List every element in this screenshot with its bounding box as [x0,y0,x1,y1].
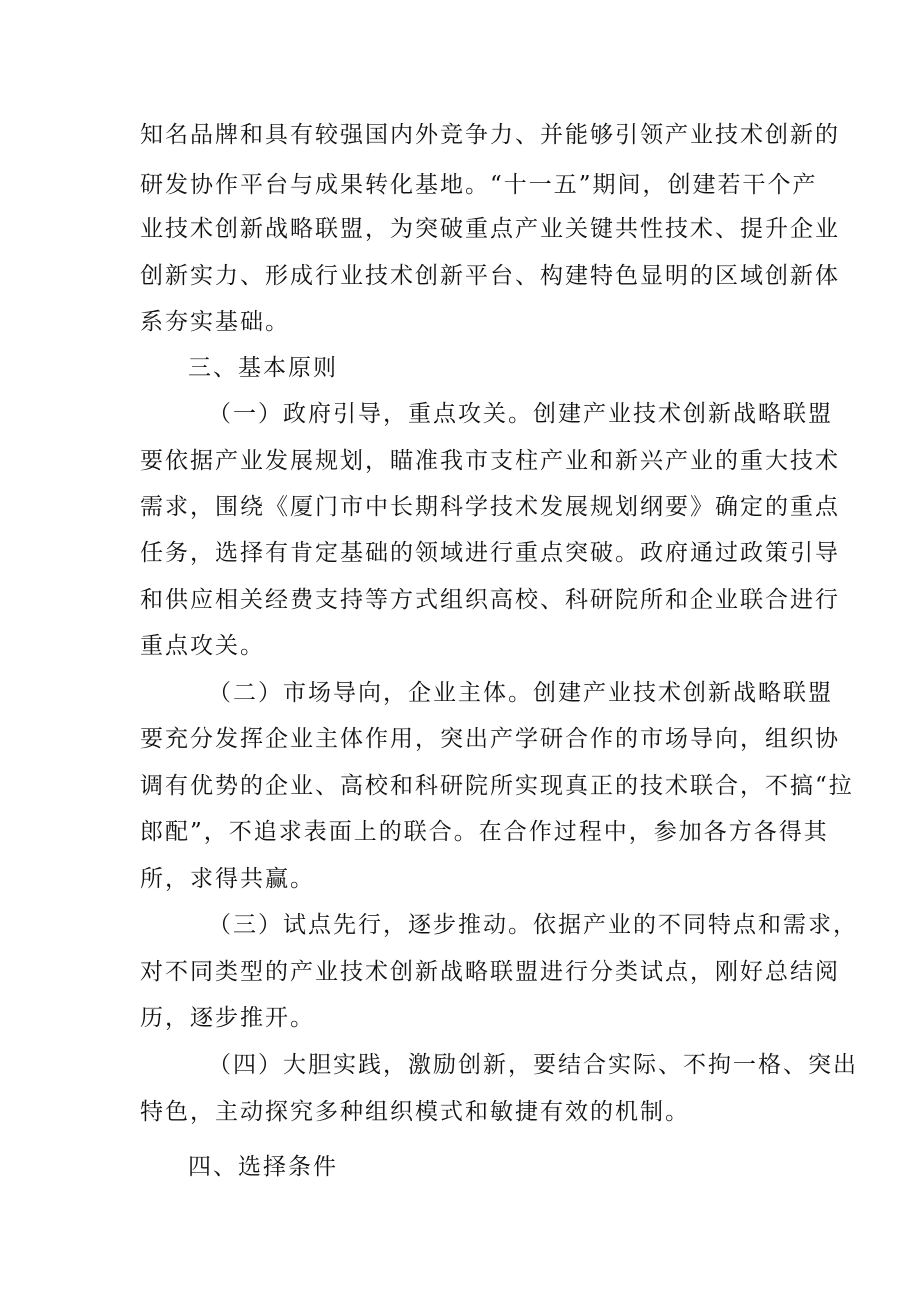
body-text-line: 对不同类型的产业技术创新战略联盟进行分类试点，刚好总结阅 [140,959,840,985]
body-text-line: 所，求得共赢。 [140,866,315,892]
body-text-line: 创新实力、形成行业技术创新平台、构建特色显明的区域创新体 [140,263,840,289]
subsection-heading: （四）大胆实践，激励创新，要结合实际、不拘一格、突出 [208,1052,858,1078]
body-text-line: 特色，主动探究多种组织模式和敏捷有效的机制。 [140,1099,690,1125]
body-text-line: 要充分发挥企业主体作用，突出产学研合作的市场导向，组织协 [140,726,840,752]
body-text-line: 系夯实基础。 [140,309,290,335]
subsection-heading: （二）市场导向，企业主体。创建产业技术创新战略联盟 [208,680,833,706]
body-text-line: 历，逐步推开。 [140,1005,315,1031]
body-text-line: 和供应相关经费支持等方式组织高校、科研院所和企业联合进行 [140,587,840,613]
body-text-line: 要依据产业发展规划，瞄准我市支柱产业和新兴产业的重大技术 [140,448,840,474]
section-heading: 三、基本原则 [188,355,338,381]
section-heading: 四、选择条件 [188,1154,338,1180]
subsection-heading: （一）政府引导，重点攻关。创建产业技术创新战略联盟 [208,401,833,427]
subsection-heading: （三）试点先行，逐步推动。依据产业的不同特点和需求， [208,912,858,938]
body-text-line: 重点攻关。 [140,633,265,659]
body-text-line: 郎配”，不追求表面上的联合。在合作过程中，参加各方各得其 [140,819,829,845]
body-text-line: 需求，围绕《厦门市中长期科学技术发展规划纲要》确定的重点 [140,494,840,520]
body-text-line: 调有优势的企业、高校和科研院所实现真正的技术联合，不搞“拉 [140,773,854,799]
body-text-line: 知名品牌和具有较强国内外竞争力、并能够引领产业技术创新的 [140,122,840,148]
body-text-line: 任务，选择有肯定基础的领域进行重点突破。政府通过政策引导 [140,540,840,566]
body-text-line: 研发协作平台与成果转化基地。“十一五”期间，创建若干个产 [140,172,818,198]
body-text-line: 业技术创新战略联盟，为突破重点产业关键共性技术、提升企业 [140,216,840,242]
